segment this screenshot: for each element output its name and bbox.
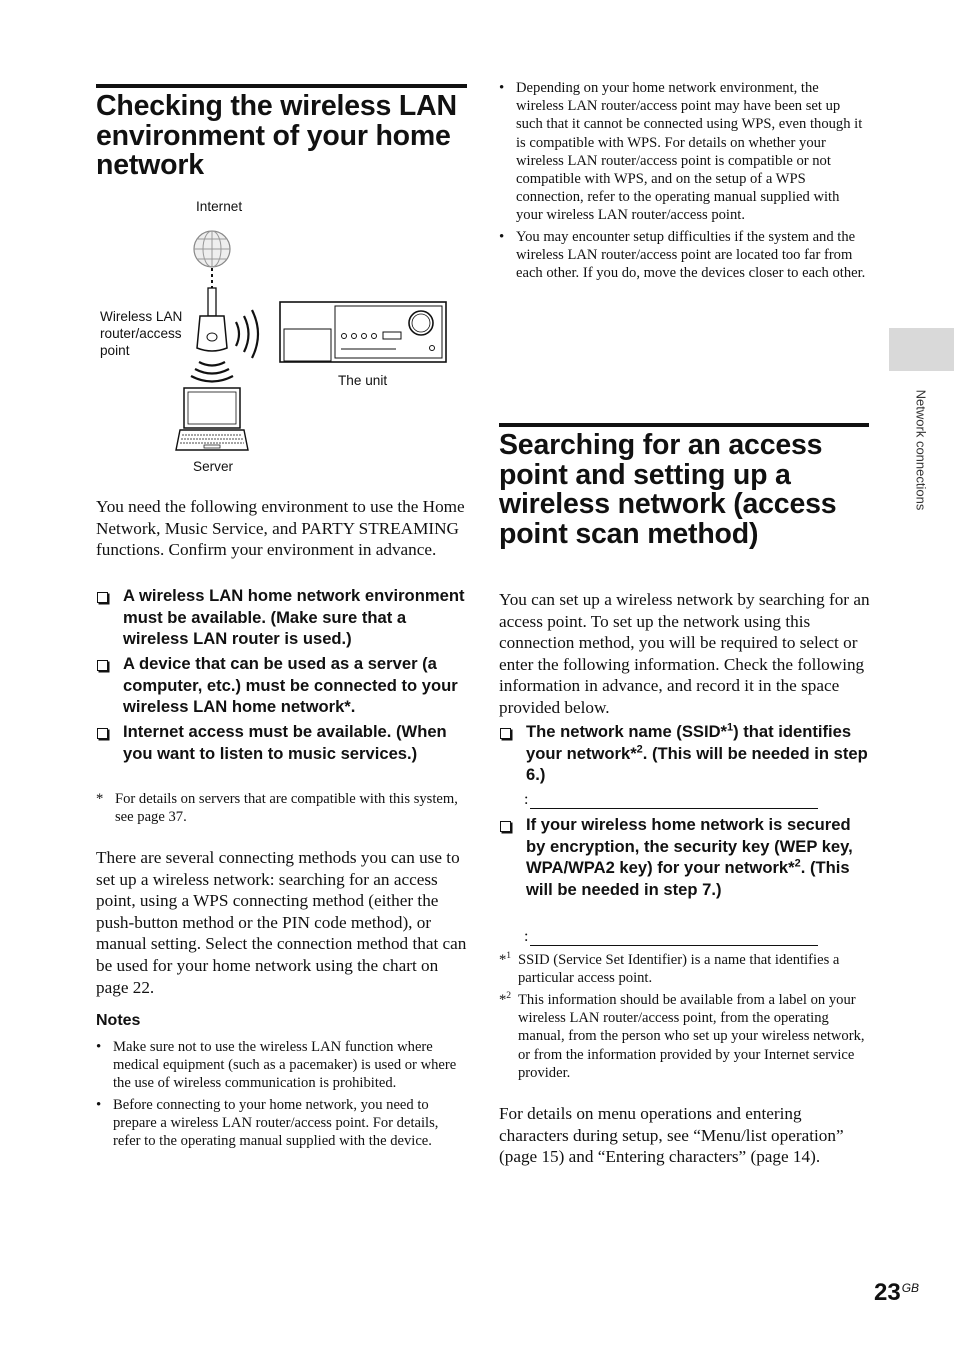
blank-prefix: : [524,791,529,808]
checklist-item-1 [96,585,470,650]
footnote-text: This information should be available from a label on your wireless LAN router/access point, from the operating manual, from the person who set up your wireless network, or from the information provided by your Internet service provider. [518,992,865,1081]
network-diagram [96,192,467,482]
intro-paragraph: You need the following environment to use the Home Network, Music Service, and PARTY STREAMING functions. Confirm your environment in advance. [96,497,465,560]
ssid-blank-field[interactable] [530,794,818,809]
footnote-text: For details on servers that are compatible with this system, see page 37. [115,791,458,826]
bullet-item [499,228,869,283]
section-heading-wireless-lan-check: Checking the wireless LAN environment of your home network [96,90,457,181]
bullet-glyph: • [96,1039,102,1055]
bullet-text: You may encounter setup difficulties if the system and the wireless LAN router/access point are located too far from each other. If you do, move the devices closer to each other. [516,228,866,282]
checklist-item-security-key [499,814,871,900]
label-unit: The unit [338,373,388,388]
security-key-record-line[interactable] [524,928,818,946]
checkbox-icon [97,660,108,671]
checkbox-icon [97,592,108,603]
ssid-record-line[interactable] [524,791,818,809]
footnote-marker: *$^1$ [499,950,512,968]
checklist-item-text: A device that can be used as a server (a computer, etc.) must be connected to your wireless LAN home network*. [123,654,458,717]
checkbox-icon [500,821,511,832]
bullet-glyph: • [499,228,505,245]
label-router: Wireless LAN router/access point [100,309,183,358]
checklist-item-text: If your wireless home network is secured by encryption, the security key (WEP key, WPA/WPA2 key) for your network*$^2$. (This will be needed in step 7.) [526,815,853,899]
note-text: Make sure not to use the wireless LAN function where medical equipment (such as a pacemaker) is used or where the use of wireless communication is prohibited. [113,1039,457,1092]
bullet-glyph: • [499,80,505,96]
wireless-signal-down-icon [191,362,233,382]
globe-icon [194,231,230,267]
notes-list [96,1038,468,1153]
note-item [96,1096,468,1151]
page-number: $23^{GB}$ [874,1279,920,1306]
checklist-item-text: The network name (SSID*$^1$) that identifies your network*$^2$. (This will be needed in step 6.) [526,721,868,785]
label-server: Server [193,459,234,474]
checklist-item-text: Internet access must be available. (When you want to listen to music services.) [123,722,447,763]
note-item [96,1038,468,1093]
checklist-item-ssid [499,721,871,786]
laptop-icon [176,388,248,450]
closing-paragraph: For details on menu operations and entering characters during setup, see “Menu/list operation” (page 15) and “Entering characters” (page 14). [499,1104,844,1167]
note-text: Before connecting to your home network, you need to prepare a wireless LAN router/access point. For details, refer to the operating manual supplied with the device. [113,1096,439,1150]
bullet-item [499,79,869,225]
footnote-ssid [499,951,869,987]
bullet-text: Depending on your home network environment, the wireless LAN router/access point may have been set up such that it cannot be connected using WPS, even though it is compatible with WPS. For details on whether your wireless LAN router/access point is compatible or not compatible with WPS, and on the setup of a WPS connection, refer to the operating manual supplied with your wireless LAN router/access point. [516,80,863,224]
checklist-item-2 [96,653,470,718]
section-heading-access-point-scan: Searching for an access point and setting up a wireless network (access point scan method) [499,429,837,550]
checklist-item-3 [96,721,470,764]
footnote-network-info [499,991,869,1082]
checklist-item-text: A wireless LAN home network environment must be available. (Make sure that a wireless LAN router is used.) [123,586,465,649]
bullet-glyph: • [96,1096,102,1113]
footnote-asterisk: * [96,791,104,807]
checkbox-icon [97,728,108,739]
heading-rule-left [96,84,467,88]
label-internet: Internet [196,199,243,214]
heading-rule-right [499,423,869,427]
security-key-blank-field[interactable] [530,931,818,946]
connection-methods-paragraph: There are several connecting methods you can use to set up a wireless network: searching for an access point, using a WPS connecting method (either the push-button method or the PIN code method), or manual setting. Select the connection method that can be used for your home network using the chart on page 22. [96,848,467,997]
side-tab [889,328,954,371]
checkbox-icon [500,728,511,739]
router-icon [197,288,227,351]
blank-prefix: : [524,928,529,945]
wps-bullets-list [499,79,869,285]
wireless-signal-right-icon [236,310,258,358]
access-point-intro-paragraph: You can set up a wireless network by searching for an access point. To set up the network using this connection method, you will be required to select or enter the following information. Check the following information in advance, and record it in the space provided below. [499,590,870,717]
receiver-unit-icon [280,302,446,362]
footnote-marker: *$^2$ [499,990,512,1008]
side-tab-label: Network connections [913,389,929,511]
page-number-suffix: GB [901,1281,920,1295]
notes-heading: Notes [96,1012,141,1029]
footnote-text: SSID (Service Set Identifier) is a name that identifies a particular access point. [518,952,840,987]
server-footnote [96,790,468,826]
